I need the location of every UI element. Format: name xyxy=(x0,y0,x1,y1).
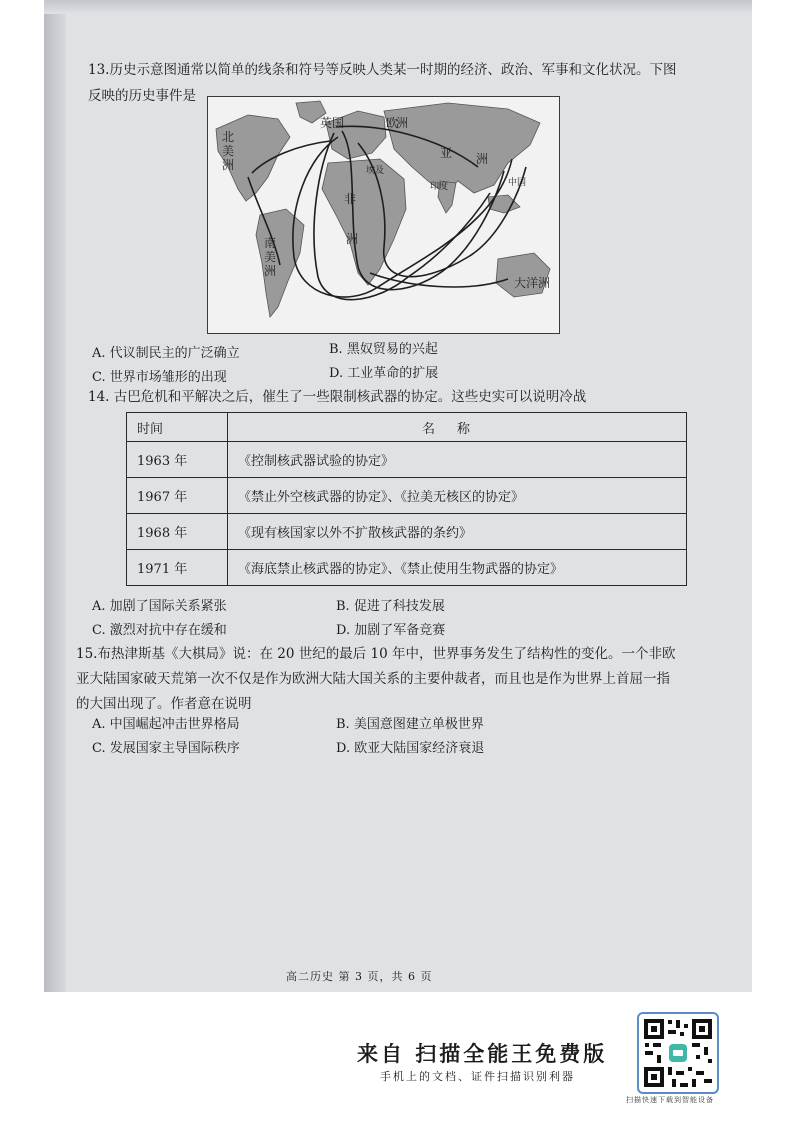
scanner-tagline: 手机上的文档、证件扫描识别利器 xyxy=(380,1070,575,1083)
scanner-brand: 来自 扫描全能王免费版 xyxy=(357,1041,608,1066)
q13-stem-line2: 反映的历史事件是 xyxy=(88,88,196,104)
q13-option-b: B. 黑奴贸易的兴起 xyxy=(329,342,438,357)
q13-option-a: A. 代议制民主的广泛确立 xyxy=(92,346,240,361)
map-label-asia: 亚 xyxy=(440,146,453,160)
page-shadow-left xyxy=(44,0,66,992)
page-shadow-top xyxy=(44,0,752,14)
table-row xyxy=(127,514,687,550)
svg-text:洲: 洲 xyxy=(476,152,489,166)
table-row xyxy=(127,550,687,586)
svg-text:洲: 洲 xyxy=(346,232,359,246)
svg-text:洲: 洲 xyxy=(264,264,277,278)
page-number: 高二历史 第 3 页，共 6 页 xyxy=(286,970,433,983)
header-time: 时间 xyxy=(127,413,228,442)
qr-caption: 扫描快速下载到智能设备 xyxy=(626,1096,714,1104)
q15-stem-line2: 亚大陆国家破天荒第一次不仅是作为欧洲大陆大国关系的主要仲裁者，而且也是作为世界上首屈一指 xyxy=(76,671,670,687)
map-label-africa: 非 xyxy=(344,192,357,206)
map-label-india: 印度 xyxy=(430,182,449,192)
q15-stem-line3: 的大国出现了。作者意在说明 xyxy=(76,696,252,712)
row-year: 1963 年 xyxy=(127,442,228,478)
q15-option-d: D. 欧亚大陆国家经济衰退 xyxy=(336,741,485,756)
trade-route-map xyxy=(207,96,560,334)
header-name: 名称 xyxy=(228,413,687,442)
row-year: 1971 年 xyxy=(127,550,228,586)
row-treaty: 《海底禁止核武器的协定》、《禁止使用生物武器的协定》 xyxy=(228,550,687,586)
map-label-oceania: 大洋洲 xyxy=(514,276,551,290)
svg-text:洲: 洲 xyxy=(396,116,409,130)
q14-option-a: A. 加剧了国际关系紧张 xyxy=(92,599,227,614)
table-row xyxy=(127,442,687,478)
map-label-north-america: 北 xyxy=(222,130,235,144)
row-year: 1968 年 xyxy=(127,514,228,550)
svg-text:美: 美 xyxy=(222,144,235,158)
q15-stem-line1: 15.布热津斯基《大棋局》说：在 20 世纪的最后 10 年中，世界事务发生了结构性的变化。一个非欧 xyxy=(76,646,676,662)
q14-option-b: B. 促进了科技发展 xyxy=(336,599,445,614)
svg-text:美: 美 xyxy=(264,250,277,264)
row-treaty: 《禁止外空核武器的协定》、《拉美无核区的协定》 xyxy=(228,478,687,514)
row-treaty: 《控制核武器试验的协定》 xyxy=(228,442,687,478)
q13-stem-line1: 13.历史示意图通常以简单的线条和符号等反映人类某一时期的经济、政治、军事和文化状况。下图 xyxy=(88,62,677,78)
q14-option-d: D. 加剧了军备竞赛 xyxy=(336,623,446,638)
map-label-europe: 欧 xyxy=(386,116,399,130)
table-header-row xyxy=(127,413,687,442)
q15-option-a: A. 中国崛起冲击世界格局 xyxy=(92,717,240,732)
map-label-england: 英国 xyxy=(320,116,345,130)
q14-option-c: C. 激烈对抗中存在缓和 xyxy=(92,623,227,638)
table-row xyxy=(127,478,687,514)
map-label-south-america: 南 xyxy=(264,236,277,250)
q15-option-c: C. 发展国家主导国际秩序 xyxy=(92,741,240,756)
scanned-page xyxy=(44,0,752,992)
row-year: 1967 年 xyxy=(127,478,228,514)
qr-code[interactable] xyxy=(637,1012,719,1094)
map-label-egypt: 埃及 xyxy=(366,166,385,176)
q14-stem: 14. 古巴危机和平解决之后，催生了一些限制核武器的协定。这些史实可以说明冷战 xyxy=(88,389,587,405)
map-label-china: 中国 xyxy=(508,178,527,188)
row-treaty: 《现有核国家以外不扩散核武器的条约》 xyxy=(228,514,687,550)
q13-option-c: C. 世界市场雏形的出现 xyxy=(92,370,227,385)
treaty-table xyxy=(126,412,687,586)
q15-option-b: B. 美国意图建立单极世界 xyxy=(336,717,484,732)
q13-option-d: D. 工业革命的扩展 xyxy=(329,366,439,381)
svg-text:洲: 洲 xyxy=(222,158,235,172)
